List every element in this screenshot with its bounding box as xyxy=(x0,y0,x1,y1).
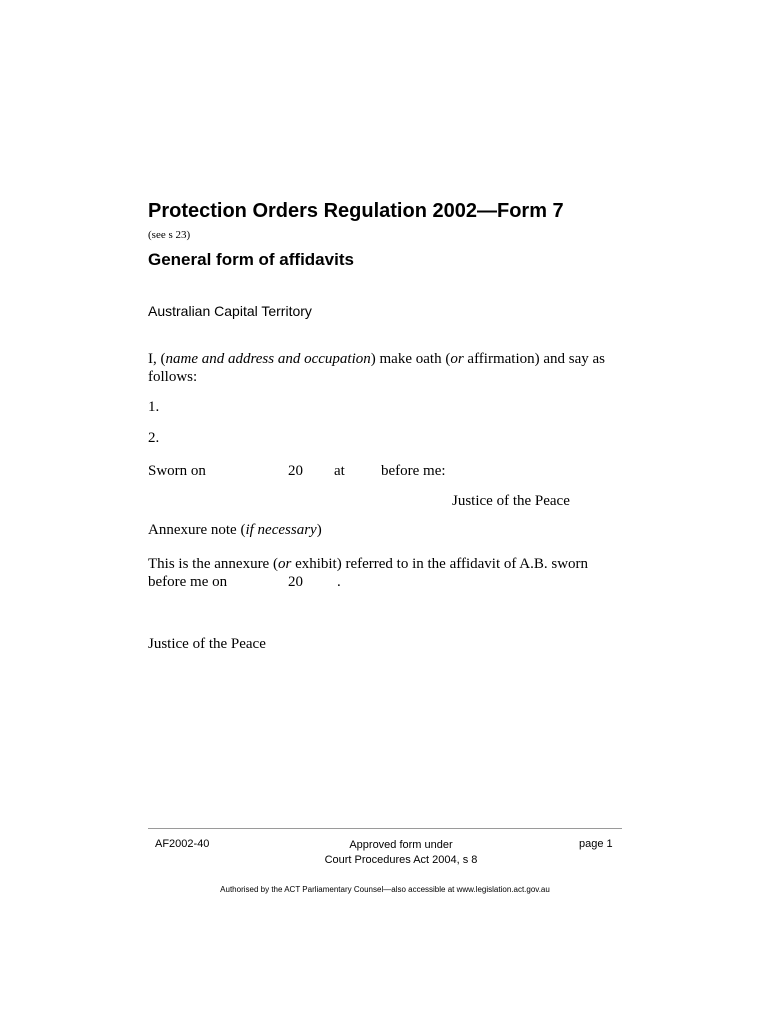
footer-approval-line-2: Court Procedures Act 2004, s 8 xyxy=(324,854,478,866)
intro-part: ) make oath ( xyxy=(370,351,451,367)
annexure-year: 20 xyxy=(288,574,303,590)
footer-approval-line-1: Approved form under xyxy=(349,839,453,851)
annexure-or: or xyxy=(277,556,292,572)
annexure-note-label: Annexure note ( xyxy=(148,522,246,538)
sworn-before-label: before me: xyxy=(381,463,446,479)
intro-part: I, ( xyxy=(148,351,166,367)
footer-form-code: AF2002-40 xyxy=(155,838,210,850)
annexure-before-me-on: before me on xyxy=(148,574,228,590)
section-reference: (see s 23) xyxy=(148,229,191,241)
annexure-part: exhibit) referred to in the affidavit of A.B. sworn xyxy=(291,556,589,572)
intro-name-address: name and address and occupation xyxy=(165,351,371,367)
footer-approval xyxy=(290,838,512,868)
deponent-statement xyxy=(148,350,618,386)
annexure-note xyxy=(148,522,322,539)
form-name: General form of affidavits xyxy=(148,250,354,269)
annexure-note-close: ) xyxy=(316,522,322,538)
sworn-year: 20 xyxy=(288,463,303,479)
footer-divider xyxy=(148,828,622,829)
annexure-period: . xyxy=(337,574,341,590)
annexure-note-qualifier: if necessary xyxy=(245,522,317,538)
footer-page-number: page 1 xyxy=(579,838,613,850)
justice-of-the-peace-annexure: Justice of the Peace xyxy=(148,636,266,652)
sworn-on-label: Sworn on xyxy=(148,463,206,479)
annexure-part: This is the annexure ( xyxy=(148,556,278,572)
intro-or: or xyxy=(450,351,464,367)
form-title: Protection Orders Regulation 2002—Form 7 xyxy=(148,200,564,222)
justice-of-the-peace-signatory: Justice of the Peace xyxy=(452,493,570,509)
annexure-text-line-1 xyxy=(148,556,588,573)
intro-part: affirmation) and say as follows: xyxy=(148,351,606,385)
paragraph-number-1: 1. xyxy=(148,399,160,415)
territory-label: Australian Capital Territory xyxy=(148,303,312,319)
authorisation-notice: Authorised by the ACT Parliamentary Counsel—also accessible at www.legislation.act.gov.au xyxy=(220,885,550,894)
paragraph-number-2: 2. xyxy=(148,430,160,446)
sworn-at-label: at xyxy=(334,463,345,479)
